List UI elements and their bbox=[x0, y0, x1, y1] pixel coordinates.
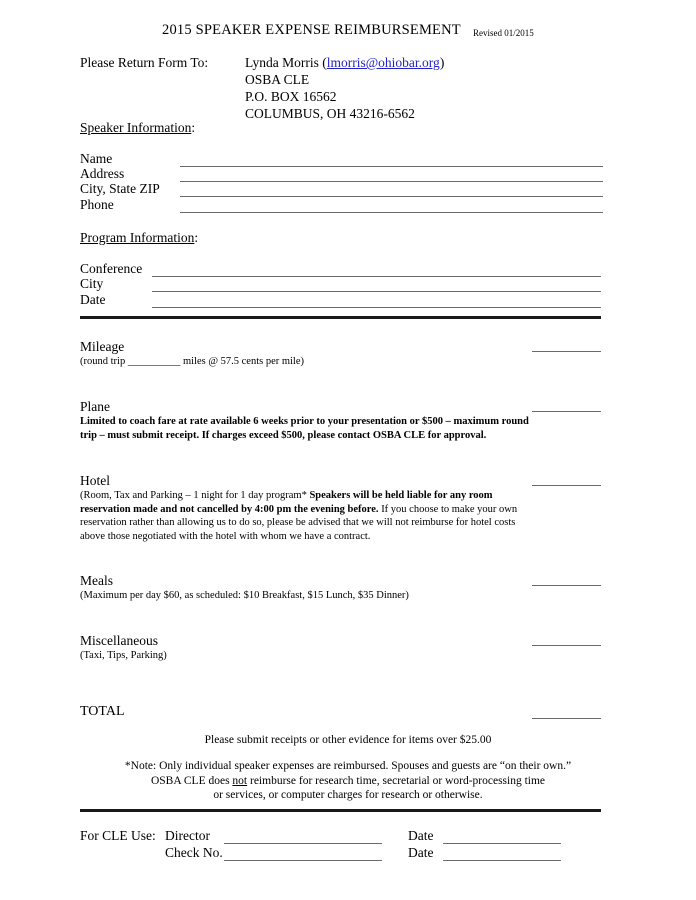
footnote-line-1: *Note: Only individual speaker expenses are reimbursed. Spouses and guests are “on their own.” bbox=[124, 760, 572, 772]
expense-note-miscellaneous: (Taxi, Tips, Parking) bbox=[80, 650, 167, 661]
field-label-program-city: City bbox=[80, 276, 104, 291]
speaker-heading-text: Speaker Information bbox=[80, 120, 192, 135]
footnote-line-2-b: reimburse for research time, secretarial or word-processing time bbox=[247, 774, 546, 787]
field-input-city-state-zip[interactable] bbox=[180, 196, 603, 197]
section-divider-bottom bbox=[80, 809, 601, 812]
return-contact-name bbox=[245, 55, 444, 71]
check-no-input[interactable] bbox=[224, 860, 382, 861]
field-label-address: Address bbox=[80, 166, 125, 181]
expense-title-miscellaneous: Miscellaneous bbox=[80, 633, 158, 648]
speaker-information-heading bbox=[80, 120, 195, 136]
footnote-line-2 bbox=[0, 774, 696, 789]
program-heading-colon: : bbox=[194, 230, 199, 245]
program-heading-text: Program Information bbox=[80, 230, 195, 245]
contact-email-link[interactable]: lmorris@ohiobar.org bbox=[326, 55, 440, 70]
field-label-conference: Conference bbox=[80, 261, 143, 276]
return-form-to-label: Please Return Form To: bbox=[80, 55, 209, 70]
amount-input-plane[interactable] bbox=[532, 411, 601, 412]
footnote-emphasis-not: not bbox=[232, 774, 248, 787]
hotel-note-bold: Speakers will be held liable for any room reservation made and not cancelled by 4:00 pm the evening before. bbox=[80, 490, 493, 515]
amount-input-mileage[interactable] bbox=[532, 351, 601, 352]
expense-title-meals: Meals bbox=[80, 573, 113, 588]
footnote-line-2-a: OSBA CLE does bbox=[150, 774, 233, 787]
date-label-2: Date bbox=[408, 845, 434, 860]
footnote-block bbox=[0, 759, 696, 803]
field-input-address[interactable] bbox=[180, 181, 603, 182]
contact-name-prefix: Lynda Morris ( bbox=[245, 55, 327, 70]
director-input[interactable] bbox=[224, 843, 382, 844]
page-title: 2015 SPEAKER EXPENSE REIMBURSEMENT bbox=[162, 22, 461, 38]
date-input-2[interactable] bbox=[443, 860, 561, 861]
expense-note-plane: Limited to coach fare at rate available 6 weeks prior to your presentation or $500 – maximum round trip – must submit receipt. If charges exceed $500, please contact OSBA CLE for approval. bbox=[80, 416, 529, 441]
expense-note-mileage: (round trip __________ miles @ 57.5 cents per mile) bbox=[80, 356, 305, 367]
director-label: Director bbox=[165, 828, 210, 843]
contact-name-suffix: ) bbox=[439, 55, 445, 70]
hotel-note-part1: (Room, Tax and Parking – 1 night for 1 day program* bbox=[80, 490, 310, 501]
amount-input-hotel[interactable] bbox=[532, 485, 601, 486]
return-org: OSBA CLE bbox=[245, 72, 310, 87]
hotel-note-part2: If you choose to make your own reservation rather than allowing us to do so, please be advised that we will not reimburse for hotel costs above those negotiated with the hotel with whom we have a contract. bbox=[80, 503, 518, 542]
amount-input-total[interactable] bbox=[532, 718, 601, 719]
section-divider-top bbox=[80, 316, 601, 319]
expense-title-plane: Plane bbox=[80, 399, 110, 414]
date-label-1: Date bbox=[408, 828, 434, 843]
footnote-line-3: or services, or computer charges for research or otherwise. bbox=[213, 789, 483, 801]
total-label: TOTAL bbox=[80, 704, 125, 719]
field-label-phone: Phone bbox=[80, 197, 114, 212]
revision-label: Revised 01/2015 bbox=[473, 28, 534, 38]
field-input-program-city[interactable] bbox=[152, 291, 601, 292]
field-input-name[interactable] bbox=[180, 166, 603, 167]
expense-title-hotel: Hotel bbox=[80, 473, 110, 488]
field-input-conference[interactable] bbox=[152, 276, 601, 277]
for-cle-use-label: For CLE Use: bbox=[80, 828, 156, 843]
expense-title-mileage: Mileage bbox=[80, 339, 125, 354]
expense-note-hotel bbox=[80, 489, 532, 543]
field-label-program-date: Date bbox=[80, 292, 106, 307]
amount-input-miscellaneous[interactable] bbox=[532, 645, 601, 646]
amount-input-meals[interactable] bbox=[532, 585, 601, 586]
program-information-heading bbox=[80, 230, 198, 246]
return-city-state-zip: COLUMBUS, OH 43216-6562 bbox=[245, 106, 415, 121]
field-label-city-state-zip: City, State ZIP bbox=[80, 181, 160, 196]
date-input-1[interactable] bbox=[443, 843, 561, 844]
field-label-name: Name bbox=[80, 151, 113, 166]
return-po-box: P.O. BOX 16562 bbox=[245, 89, 337, 104]
check-no-label: Check No. bbox=[165, 845, 223, 860]
field-input-program-date[interactable] bbox=[152, 307, 601, 308]
speaker-heading-colon: : bbox=[191, 120, 196, 135]
field-input-phone[interactable] bbox=[180, 212, 603, 213]
expense-note-meals: (Maximum per day $60, as scheduled: $10 Breakfast, $15 Lunch, $35 Dinner) bbox=[80, 590, 409, 601]
receipts-note: Please submit receipts or other evidence for items over $25.00 bbox=[204, 734, 492, 746]
